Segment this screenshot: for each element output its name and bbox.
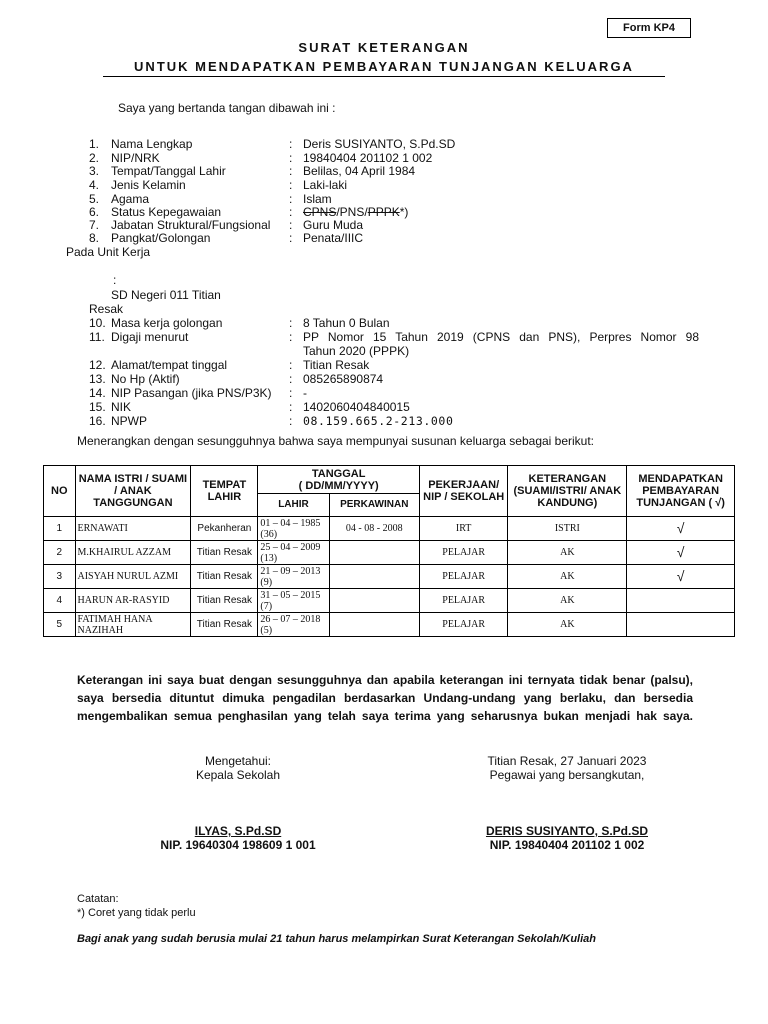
cell-pekerjaan: PELAJAR [419,541,507,565]
notes-line1: *) Coret yang tidak perlu [77,907,196,919]
table-row [44,589,735,613]
field-colon: : [289,192,293,206]
header-pekerjaan: PEKERJAAN/ NIP / SEKOLAH [419,466,507,517]
field-value: Belilas, 04 April 1984 [303,164,416,178]
right-sig-line2: Pegawai yang bersangkutan, [489,768,645,782]
document-title: SURAT KETERANGAN [298,40,470,55]
field-row-jabatan [0,218,768,232]
table-row [44,517,735,541]
field-number: 16. [89,414,106,428]
cell-nama: FATIMAH HANA NAZIHAH [75,613,191,637]
field-value: Islam [303,192,332,206]
field-value: - [303,386,307,400]
cell-lahir: 25 – 04 – 2009 (13) [258,541,329,565]
field-value: Laki-laki [303,178,348,192]
form-code: Form KP4 [623,22,675,34]
header-keterangan: KETERANGAN (SUAMI/ISTRI/ ANAK KANDUNG) [508,466,627,517]
unit-kerja-value-cont: Resak [89,302,124,316]
field-row-status [0,205,768,219]
cell-keterangan: AK [508,541,627,565]
field-number: 15. [89,400,106,414]
field-label: Pangkat/Golongan [111,231,211,245]
field-colon: : [289,205,293,219]
field-label: No Hp (Aktif) [111,372,180,386]
field-number: 7. [89,218,100,232]
field-row-nip [0,151,768,165]
header-mendapatkan: MENDAPATKAN PEMBAYARAN TUNJANGAN ( √) [627,466,735,517]
cell-tunjangan: √ [627,541,735,565]
field-colon: : [289,231,293,245]
field-number: 1. [89,137,100,151]
cell-tempat: Titian Resak [191,541,258,565]
field-colon: : [289,151,293,165]
status-pns: /PNS/ [336,205,368,219]
field-value: Deris SUSIYANTO, S.Pd.SD [303,137,456,151]
field-row-alamat [0,358,768,372]
header-tempat: TEMPAT LAHIR [191,466,258,517]
cell-keterangan: AK [508,589,627,613]
right-signature-block [456,754,678,782]
field-colon: : [289,372,293,386]
field-row-digaji [0,330,768,344]
cell-pekerjaan: PELAJAR [419,613,507,637]
field-number: 13. [89,372,106,386]
unit-kerja-value: SD Negeri 011 Titian [111,288,221,302]
header-perkawinan: PERKAWINAN [329,494,419,517]
field-number: 14. [89,386,106,400]
intro-text: Saya yang bertanda tangan dibawah ini : [118,101,336,115]
field-row-npwp [0,414,768,428]
notes-line2: Bagi anak yang sudah berusia mulai 21 tahun harus melampirkan Surat Keterangan Sekolah/Kuliah [77,933,596,945]
cell-keterangan: AK [508,565,627,589]
field-value: Titian Resak [303,358,370,372]
left-sig-nip: NIP. 19640304 198609 1 001 [160,838,316,852]
cell-tempat: Titian Resak [191,613,258,637]
field-number: 8. [89,231,100,245]
field-row-nip-pasangan [0,386,768,400]
header-lahir: LAHIR [258,494,329,517]
cell-no: 2 [44,541,76,565]
cell-lahir: 01 – 04 – 1985 (36) [258,517,329,541]
document-subtitle: UNTUK MENDAPATKAN PEMBAYARAN TUNJANGAN KELUARGA [134,59,634,74]
cell-nama: ERNAWATI [75,517,191,541]
header-tanggal-label: TANGGAL [311,467,366,480]
cell-lahir: 31 – 05 – 2015 (7) [258,589,329,613]
cell-perkawinan [329,541,419,565]
cell-nama: M.KHAIRUL AZZAM [75,541,191,565]
header-no: NO [44,466,76,517]
cell-tempat: Titian Resak [191,565,258,589]
field-number: 5. [89,192,100,206]
field-number: 2. [89,151,100,165]
unit-kerja-colon: : [113,273,117,287]
field-row-jenis-kelamin [0,178,768,192]
cell-perkawinan: 04 - 08 - 2008 [329,517,419,541]
left-sig-line1: Mengetahui: [204,754,272,768]
field-value: Guru Muda [303,218,364,232]
field-colon: : [289,330,293,344]
family-table [43,465,735,637]
field-number: 11. [89,330,105,344]
family-intro: Menerangkan dengan sesungguhnya bahwa saya mempunyai susunan keluarga sebagai berikut: [77,434,595,448]
field-row-nik [0,400,768,414]
field-row-pangkat [0,231,768,245]
field-label: NIK [111,400,132,414]
field-label: NIP/NRK [111,151,160,165]
statement-paragraph: Keterangan ini saya buat dengan sesungguhnya dan apabila keterangan ini ternyata tidak benar (palsu), saya bersedia dituntut dimuka pengadilan berdasarkan Undang-undang yang berlaku, dan bersedia mengembalikan semua penghasilan yang telah saya terima yang seharusnya bukan menjadi hak saya. [77,673,693,723]
cell-keterangan: AK [508,613,627,637]
field-row-masa-kerja [0,316,768,330]
right-sig-nip: NIP. 19840404 201102 1 002 [489,838,645,852]
field-label: Tempat/Tanggal Lahir [111,164,226,178]
cell-no: 1 [44,517,76,541]
field-label: Masa kerja golongan [111,316,223,330]
field-label: NIP Pasangan (jika PNS/P3K) [111,386,272,400]
cell-keterangan: ISTRI [508,517,627,541]
field-value: 08.159.665.2-213.000 [303,414,454,428]
unit-kerja-label: Pada Unit Kerja [66,245,151,259]
cell-lahir: 21 – 09 – 2013 (9) [258,565,329,589]
field-number: 6. [89,205,100,219]
cell-pekerjaan: PELAJAR [419,565,507,589]
table-row [44,565,735,589]
left-sig-line2: Kepala Sekolah [195,768,281,782]
cell-no: 5 [44,613,76,637]
field-label: Jabatan Struktural/Fungsional [111,218,271,232]
left-sig-name: ILYAS, S.Pd.SD [194,824,282,838]
field-colon: : [289,386,293,400]
right-sig-line1: Titian Resak, 27 Januari 2023 [487,754,647,768]
field-number: 12. [89,358,106,372]
field-label: Status Kepegawaian [111,205,222,219]
field-number: 10. [89,316,106,330]
field-value: 8 Tahun 0 Bulan [303,316,390,330]
field-row-agama [0,192,768,206]
field-row-nohp [0,372,768,386]
header-nama: NAMA ISTRI / SUAMI / ANAK TANGGUNGAN [75,466,191,517]
title-underline [103,76,665,77]
cell-tempat: Pekanheran [191,517,258,541]
header-tanggal-format: ( DD/MM/YYYY) [298,479,379,492]
cell-tempat: Titian Resak [191,589,258,613]
field-value: 085265890874 [303,372,384,386]
table-row [44,541,735,565]
field-value [303,205,408,219]
notes-title: Catatan: [77,893,119,905]
field-colon: : [289,164,293,178]
header-tanggal [258,466,420,494]
cell-tunjangan: √ [627,517,735,541]
cell-pekerjaan: IRT [419,517,507,541]
cell-perkawinan [329,565,419,589]
struck-pppk: PPPK [367,205,400,219]
struck-cpns: CPNS [303,205,337,219]
right-sig-name: DERIS SUSIYANTO, S.Pd.SD [485,824,649,838]
field-number: 3. [89,164,100,178]
cell-perkawinan [329,589,419,613]
form-code-box [607,18,691,38]
table-row [44,613,735,637]
cell-perkawinan [329,613,419,637]
field-label: Alamat/tempat tinggal [111,358,228,372]
status-suffix: *) [399,205,409,219]
cell-nama: HARUN AR-RASYID [75,589,191,613]
field-colon: : [289,316,293,330]
field-row-ttl [0,164,768,178]
cell-nama: AISYAH NURUL AZMI [75,565,191,589]
field-colon: : [289,358,293,372]
cell-no: 3 [44,565,76,589]
field-row-nama [0,137,768,151]
field-label: NPWP [111,414,147,428]
field-colon: : [289,414,293,428]
field-value-digaji-cont: Tahun 2020 (PPPK) [303,344,410,358]
right-signature-name-block [446,824,688,852]
field-label: Digaji menurut [111,330,189,344]
field-value: 1402060404840015 [303,400,410,414]
field-label: Nama Lengkap [111,137,193,151]
field-number: 4. [89,178,100,192]
field-value: 19840404 201102 1 002 [303,151,433,165]
field-colon: : [289,137,293,151]
field-label: Jenis Kelamin [111,178,186,192]
cell-tunjangan [627,613,735,637]
cell-pekerjaan: PELAJAR [419,589,507,613]
left-signature-block [148,754,328,782]
field-label: Agama [111,192,150,206]
cell-no: 4 [44,589,76,613]
cell-lahir: 26 – 07 – 2018 (5) [258,613,329,637]
field-colon: : [289,400,293,414]
field-value: PP Nomor 15 Tahun 2019 (CPNS dan PNS), Perpres Nomor 98 [303,330,699,344]
cell-tunjangan [627,589,735,613]
cell-tunjangan: √ [627,565,735,589]
field-colon: : [289,218,293,232]
field-value: Penata/IIIC [303,231,364,245]
field-colon: : [289,178,293,192]
left-signature-name-block [128,824,348,852]
